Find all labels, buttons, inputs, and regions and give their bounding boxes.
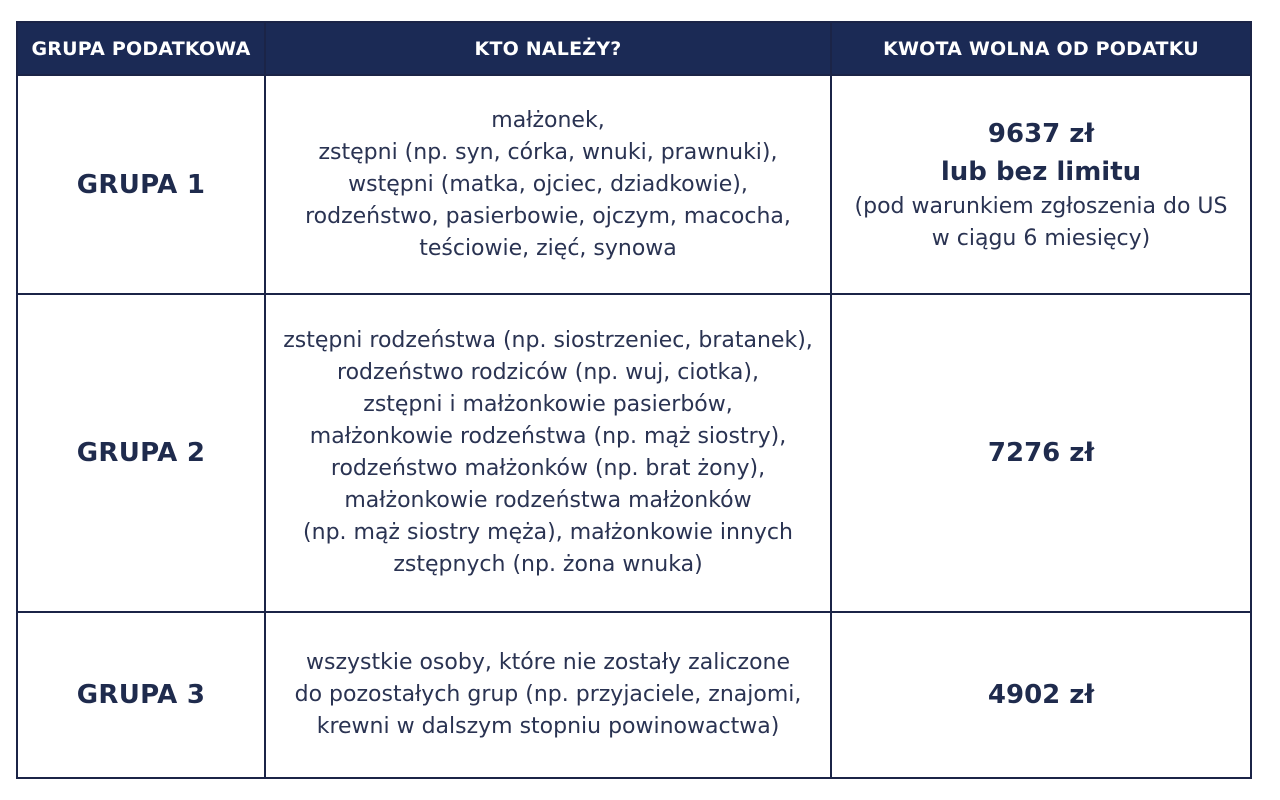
tax-group-table	[16, 21, 1252, 779]
table-row	[17, 75, 1251, 294]
table-row	[17, 612, 1251, 778]
group-name: GRUPA 2	[76, 438, 206, 468]
amount-value: 9637 zł	[987, 118, 1095, 149]
who-cell	[265, 612, 831, 778]
header-row	[17, 22, 1251, 75]
who-line: teściowie, zięć, synowa	[419, 235, 677, 261]
who-line: małżonkowie rodzeństwa (np. mąż siostry),	[309, 424, 787, 449]
who-line: wszystkie osoby, które nie zostały zaliczone	[305, 650, 791, 675]
who-line: krewni w dalszym stopniu powinowactwa)	[316, 714, 780, 739]
amount-cell	[831, 294, 1251, 612]
who-line: rodzeństwo, pasierbowie, ojczym, macocha,	[305, 203, 791, 229]
table-body	[17, 75, 1251, 778]
who-line: rodzeństwo małżonków (np. brat żony),	[330, 456, 766, 481]
amount-cell	[831, 612, 1251, 778]
who-cell	[265, 75, 831, 294]
header-tax-free-amount: KWOTA WOLNA OD PODATKU	[831, 22, 1251, 75]
amount-cell	[831, 75, 1251, 294]
amount-value: 7276 zł	[987, 438, 1095, 468]
who-line: do pozostałych grup (np. przyjaciele, znajomi,	[294, 682, 802, 707]
who-line: zstępni rodzeństwa (np. siostrzeniec, bratanek),	[283, 328, 813, 353]
amount-note: w ciągu 6 miesięcy)	[931, 225, 1151, 251]
who-line: małżonkowie rodzeństwa małżonków	[344, 488, 752, 513]
table-row	[17, 294, 1251, 612]
group-cell	[17, 294, 265, 612]
who-line: małżonek,	[491, 107, 605, 133]
who-line: rodzeństwo rodziców (np. wuj, ciotka),	[337, 360, 759, 385]
amount-note: (pod warunkiem zgłoszenia do US	[854, 193, 1228, 219]
group-name: GRUPA 1	[76, 169, 206, 200]
amount-value-alt: lub bez limitu	[940, 156, 1142, 187]
header-tax-group: GRUPA PODATKOWA	[17, 22, 265, 75]
who-line: (np. mąż siostry męża), małżonkowie innych	[303, 520, 793, 545]
who-line: zstępni i małżonkowie pasierbów,	[363, 392, 733, 417]
who-cell	[265, 294, 831, 612]
group-name: GRUPA 3	[76, 680, 206, 710]
group-cell	[17, 75, 265, 294]
table-header	[17, 22, 1251, 75]
group-cell	[17, 612, 265, 778]
who-line: zstępni (np. syn, córka, wnuki, prawnuki),	[318, 139, 778, 165]
who-line: wstępni (matka, ojciec, dziadkowie),	[348, 171, 748, 197]
who-line: zstępnych (np. żona wnuka)	[393, 552, 703, 577]
header-who-belongs: KTO NALEŻY?	[265, 22, 831, 75]
amount-value: 4902 zł	[987, 680, 1095, 710]
